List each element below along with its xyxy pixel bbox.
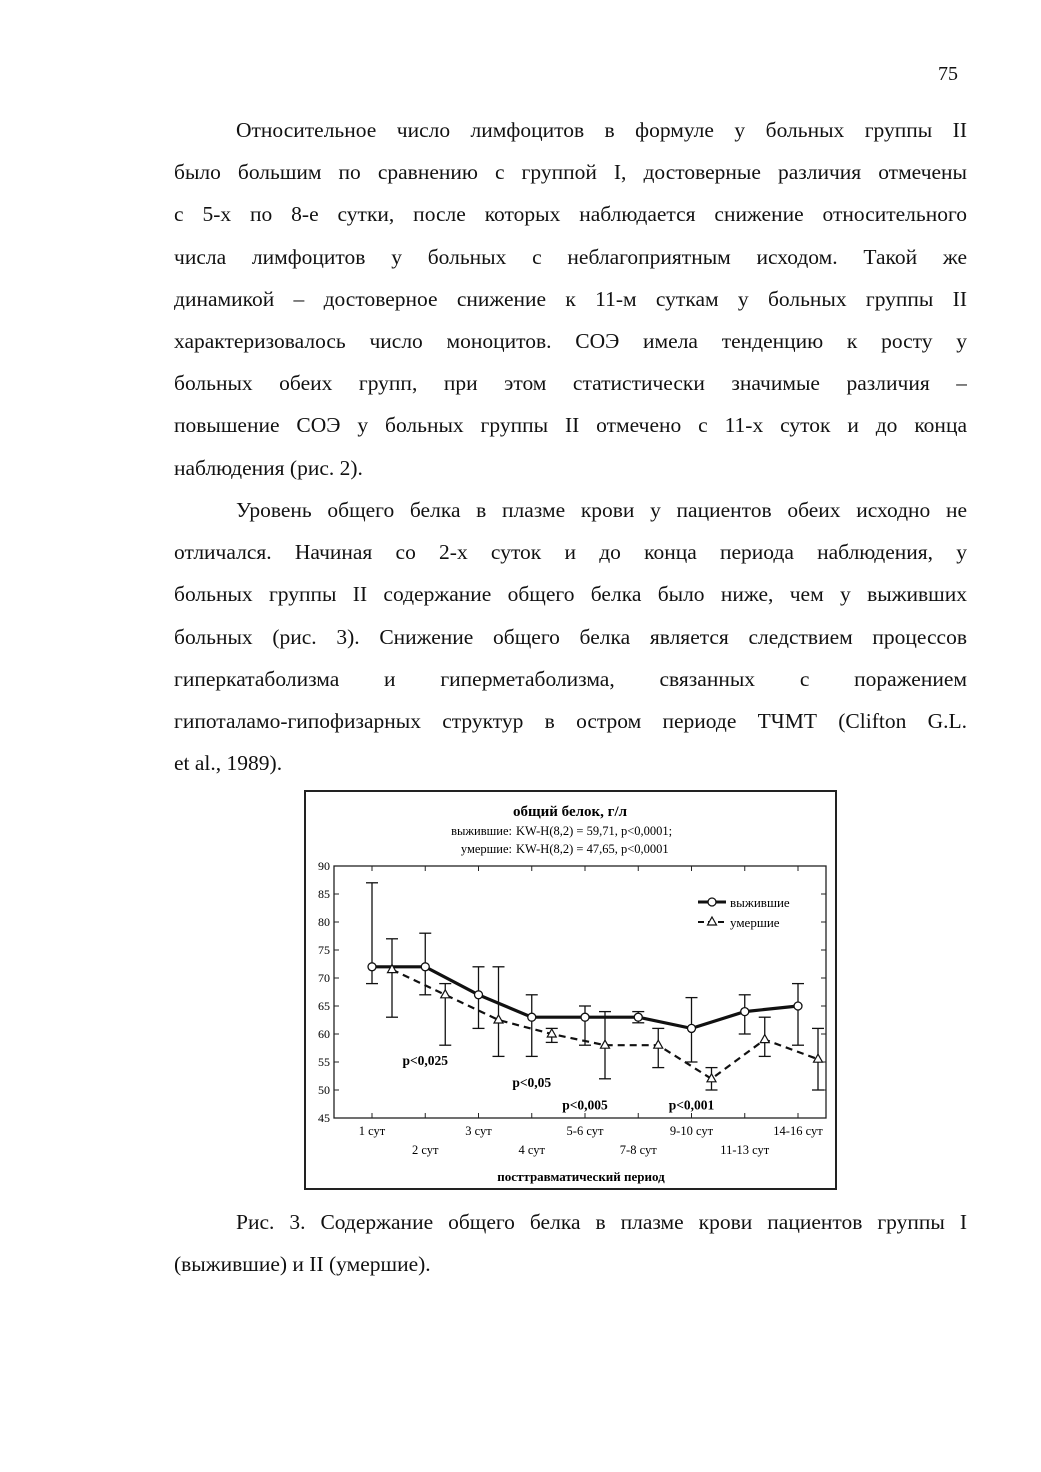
data-point-survivors: [741, 1008, 749, 1016]
data-point-deceased: [760, 1035, 769, 1043]
paragraph-total-protein: [174, 489, 967, 784]
p-value-annotation: p<0,05: [512, 1075, 552, 1091]
y-tick-label: 70: [318, 971, 330, 985]
caption-line: (выжившие) и II (умершие).: [174, 1252, 431, 1277]
y-tick-label: 60: [318, 1027, 330, 1041]
y-tick-label: 90: [318, 859, 330, 873]
figure-caption: [174, 1201, 967, 1285]
page-number: 75: [938, 63, 958, 85]
text-line: Уровень общего белка в плазме крови у пациентов обеих исходно не: [236, 498, 967, 522]
data-point-survivors: [794, 1002, 802, 1010]
text-line: с 5-х по 8-е сутки, после которых наблюдается снижение относительного: [174, 202, 967, 227]
legend-label-survivors: выжившие: [730, 895, 790, 910]
text-line: отличался. Начиная со 2-х суток и до конца периода наблюдения, у: [174, 540, 967, 565]
stats-group-label: умершие:: [460, 842, 512, 856]
legend-label-deceased: умершие: [730, 915, 780, 930]
y-tick-label: 80: [318, 915, 330, 929]
protein-chart-figure: [304, 790, 837, 1190]
p-value-annotation: p<0,001: [668, 1097, 715, 1113]
text-line: повышение СОЭ у больных группы II отмечено с 11-х суток и до конца: [174, 413, 967, 438]
x-tick-label: 3 сут: [465, 1124, 492, 1138]
caption-line: Рис. 3. Содержание общего белка в плазме крови пациентов группы I: [236, 1210, 967, 1234]
protein-chart: [306, 792, 835, 1188]
paragraph-lymphocytes: [174, 109, 967, 489]
x-tick-label: 7-8 сут: [619, 1143, 657, 1157]
data-point-survivors: [528, 1013, 536, 1021]
x-tick-label: 2 сут: [412, 1143, 439, 1157]
stats-text: KW-H(8,2) = 47,65, p<0,0001: [516, 842, 669, 856]
p-value-annotation: p<0,005: [562, 1097, 608, 1113]
x-tick-label: 5-6 сут: [566, 1124, 604, 1138]
text-line: больных (рис. 3). Снижение общего белка является следствием процессов: [174, 624, 967, 649]
x-tick-label: 11-13 сут: [720, 1143, 770, 1157]
data-point-survivors: [688, 1024, 696, 1032]
text-line: числа лимфоцитов у больных с неблагоприятным исходом. Такой же: [174, 244, 967, 269]
x-axis-title: посттравматический период: [497, 1169, 665, 1184]
x-tick-label: 14-16 сут: [773, 1124, 823, 1138]
data-point-survivors: [634, 1013, 642, 1021]
y-tick-label: 55: [318, 1055, 330, 1069]
text-line: характеризовалось число моноцитов. СОЭ имела тенденцию к росту у: [174, 328, 967, 353]
data-point-survivors: [475, 991, 483, 999]
data-point-survivors: [421, 963, 429, 971]
chart-legend: [698, 895, 790, 930]
text-line: больных группы II содержание общего белка было ниже, чем у выживших: [174, 582, 967, 607]
text-line: Относительное число лимфоцитов в формуле у больных группы II: [236, 118, 967, 142]
data-point-deceased: [441, 990, 450, 998]
text-line: et al., 1989).: [174, 751, 283, 776]
data-point-survivors: [581, 1013, 589, 1021]
x-tick-label: 4 сут: [518, 1143, 545, 1157]
legend-marker-survivors: [708, 898, 716, 906]
data-point-deceased: [814, 1054, 823, 1062]
stats-text: KW-H(8,2) = 59,71, p<0,0001;: [516, 824, 673, 838]
y-tick-label: 85: [318, 887, 330, 901]
y-tick-label: 50: [318, 1083, 330, 1097]
chart-title: общий белок, г/л: [512, 804, 628, 820]
stats-group-label: выжившие:: [451, 824, 512, 838]
text-line: гипоталамо-гипофизарных структур в остром периоде ТЧМТ (Clifton G.L.: [174, 708, 967, 733]
text-line: гиперкатаболизма и гиперметаболизма, связанных с поражением: [174, 666, 967, 691]
x-tick-label: 9-10 сут: [669, 1124, 714, 1138]
y-tick-label: 65: [318, 999, 330, 1013]
text-line: больных обеих групп, при этом статистически значимые различия –: [174, 371, 967, 396]
y-tick-label: 45: [318, 1111, 330, 1125]
data-point-survivors: [368, 963, 376, 971]
text-line: наблюдения (рис. 2).: [174, 455, 363, 480]
y-tick-label: 75: [318, 943, 330, 957]
text-line: динамикой – достоверное снижение к 11-м суткам у больных группы II: [174, 286, 967, 311]
x-tick-label: 1 сут: [358, 1124, 386, 1138]
p-value-annotation: p<0,025: [402, 1052, 449, 1068]
text-line: было большим по сравнению с группой I, достоверные различия отмечены: [174, 160, 967, 185]
